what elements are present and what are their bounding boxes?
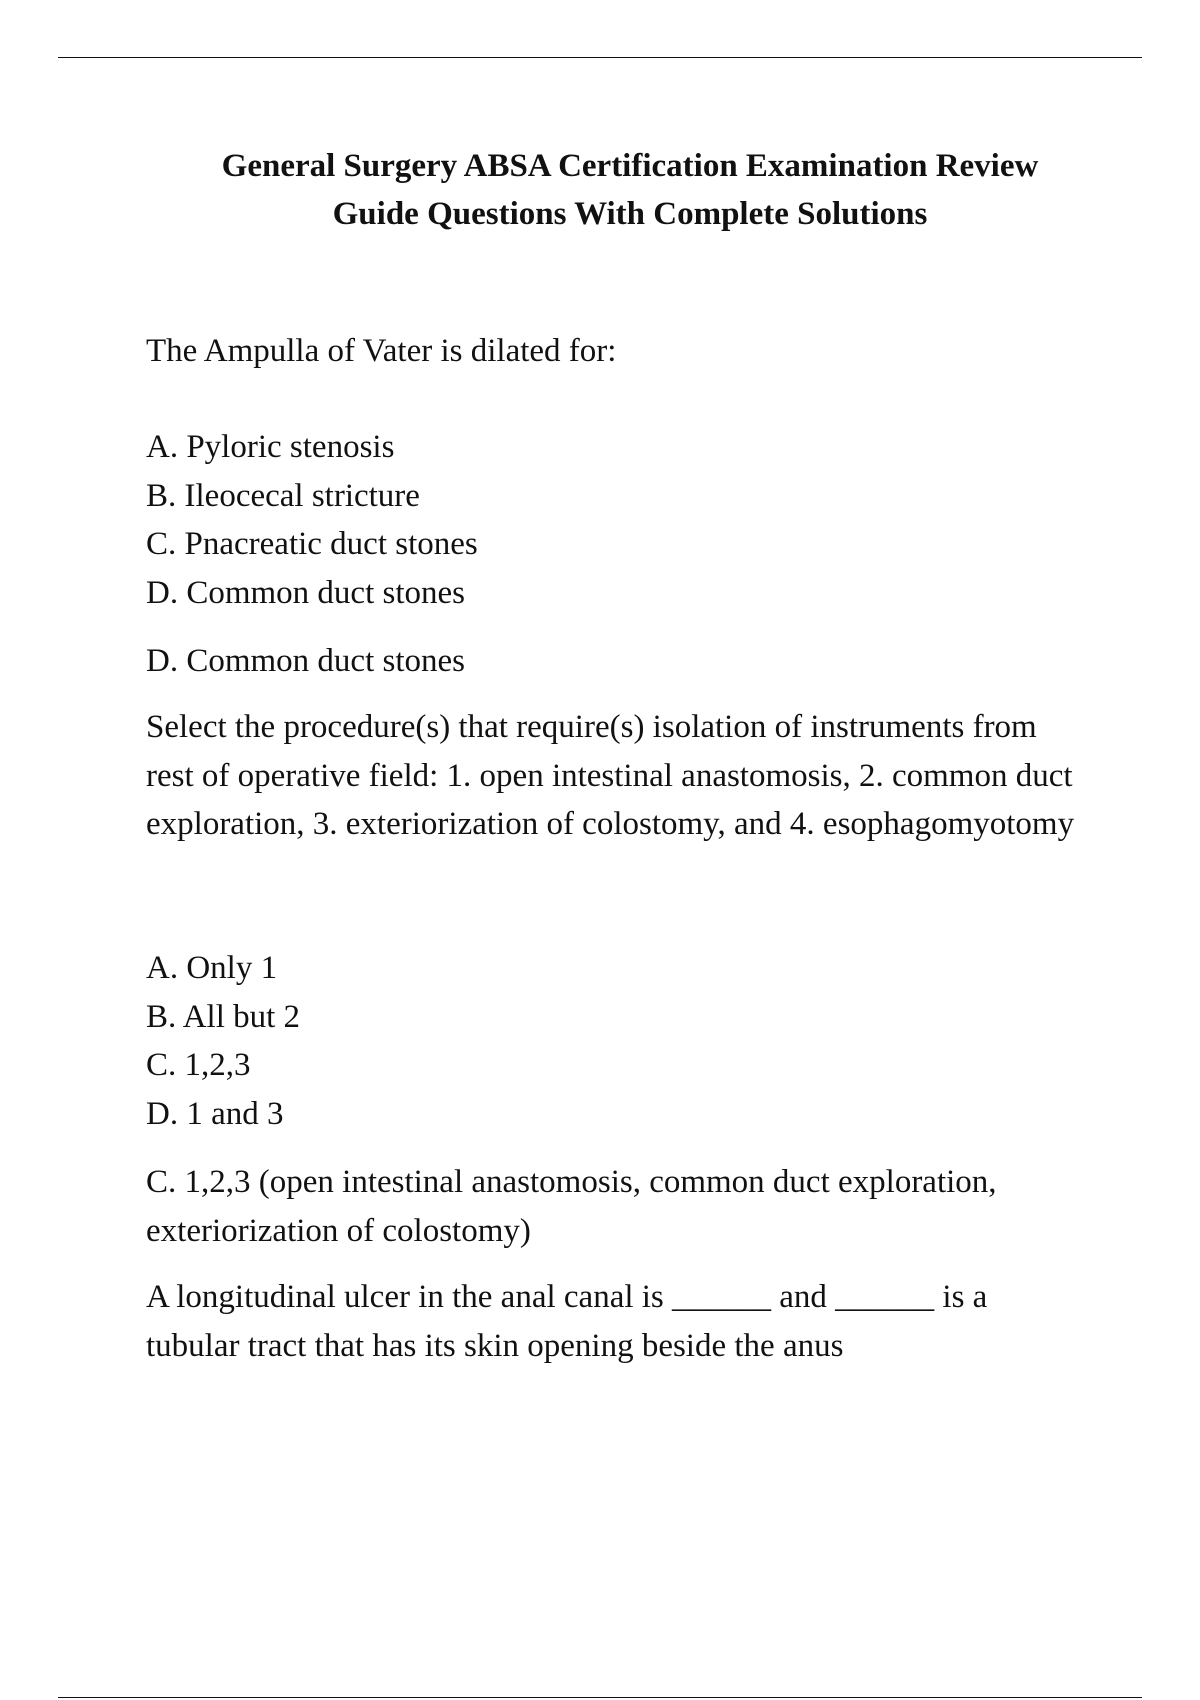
question-3-prompt: A longitudinal ulcer in the anal canal is ______ and ______ is a tubular tract that has its skin opening beside the anus [146, 1279, 988, 1364]
header-rule [58, 57, 1142, 58]
option-d: D. 1 and 3 [146, 1095, 284, 1132]
question-1-prompt: The Ampulla of Vater is dilated for: [146, 333, 617, 369]
option-b: B. Ileocecal stricture [146, 477, 420, 514]
option-c: C. 1,2,3 [146, 1047, 251, 1083]
option-d: D. Common duct stones [146, 574, 465, 611]
option-b: B. All but 2 [146, 998, 301, 1035]
option-a: A. Only 1 [146, 950, 278, 986]
question-2-options [146, 944, 1086, 1138]
footer-rule [58, 1697, 1142, 1698]
title-line-2: Guide Questions With Complete Solutions [332, 196, 928, 232]
question-2-prompt: Select the procedure(s) that require(s) isolation of instruments from rest of operative field: 1. open intestinal anastomosis, 2. common duct exploration, 3. exteriorization of colostomy, and 4. esophagomyotomy [146, 709, 1075, 842]
question-1-answer: D. Common duct stones [146, 643, 465, 679]
title-line-1: General Surgery ABSA Certification Examination Review [221, 148, 1039, 184]
question-1-options [146, 423, 1086, 617]
option-c: C. Pnacreatic duct stones [146, 526, 478, 562]
document-title [130, 142, 1130, 238]
option-a: A. Pyloric stenosis [146, 429, 395, 465]
question-2-answer: C. 1,2,3 (open intestinal anastomosis, common duct exploration, exteriorization of colostomy) [146, 1164, 997, 1249]
